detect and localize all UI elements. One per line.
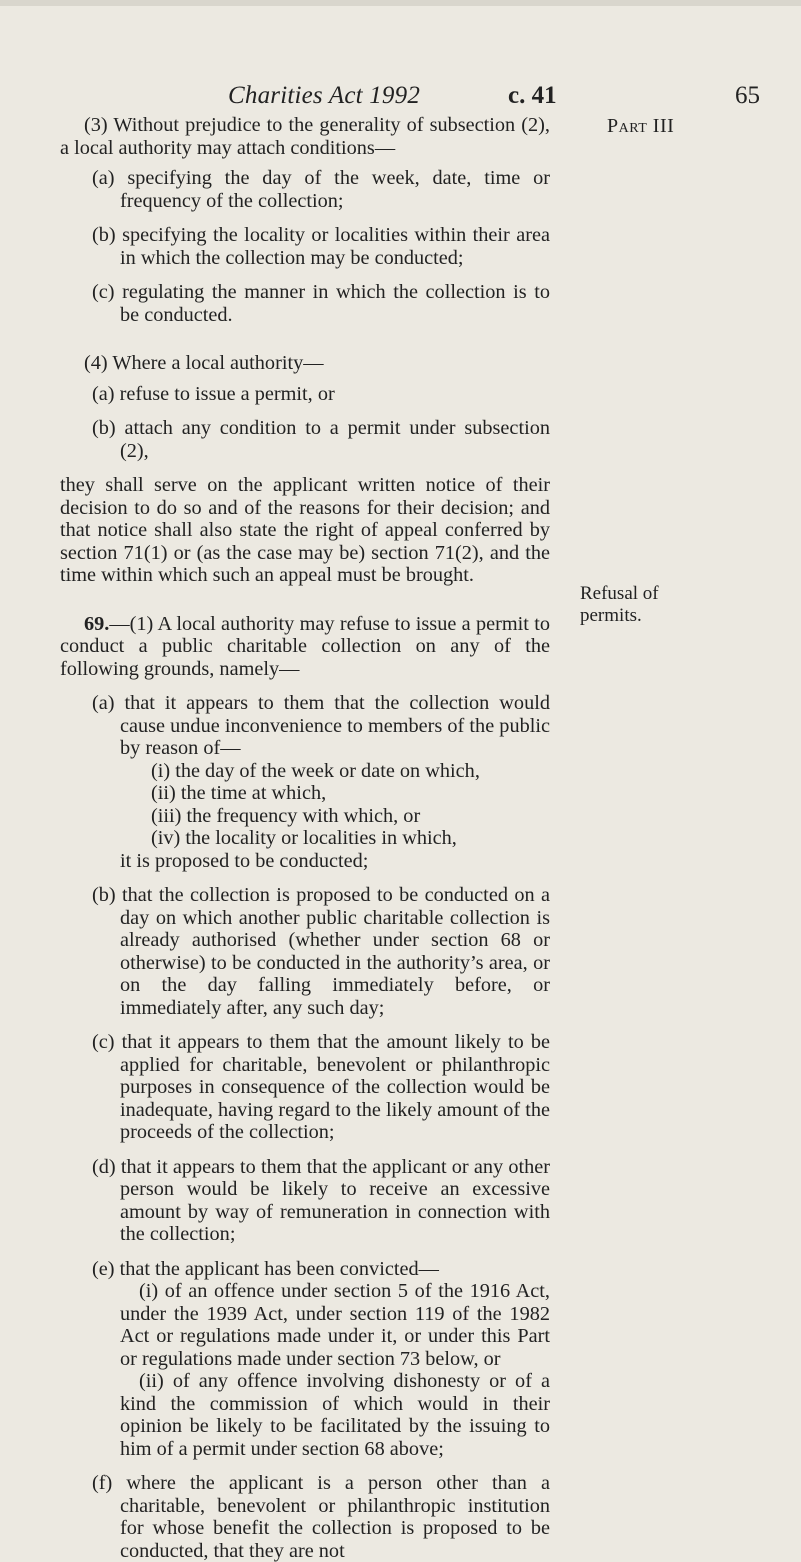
subsection-3-b: (b) specifying the locality or localities within their area in which the collection may be conducted; xyxy=(92,224,550,269)
section-69-a: (a) that it appears to them that the collection would cause undue inconvenience to members of the public by reason of— xyxy=(92,692,550,759)
subsection-3-a: (a) specifying the day of the week, date, time or frequency of the collection; xyxy=(92,167,550,212)
subsection-4-tail: they shall serve on the applicant written notice of their decision to do so and of the reasons for their decision; and that notice shall also state the right of appeal conferred by section 71(1) or (as the case may be) section 71(2), and the time within which such an appeal must be brought. xyxy=(60,474,550,586)
subsection-4-a: (a) refuse to issue a permit, or xyxy=(92,382,335,405)
section-69-e-ii: (ii) of any offence involving dishonesty or of a kind the commission of which would in their opinion be likely to be facilitated by the issuing to him of a permit under section 68 above; xyxy=(120,1370,550,1460)
running-header-title: Charities Act 1992 xyxy=(228,82,421,109)
scan-top-edge xyxy=(0,0,801,6)
subsection-4-intro: (4) Where a local authority— xyxy=(84,352,324,374)
section-69-e: (e) that the applicant has been convicted— xyxy=(92,1257,439,1280)
page-number: 65 xyxy=(735,82,760,109)
subsection-3-intro: (3) Without prejudice to the generality of subsection (2), a local authority may attach conditions— xyxy=(60,114,550,159)
section-69-a-i: (i) the day of the week or date on which, xyxy=(151,759,480,782)
section-69-intro xyxy=(60,613,550,681)
subsection-4-b: (b) attach any condition to a permit under subsection (2), xyxy=(92,417,550,462)
section-69-e-i: (i) of an offence under section 5 of the 1916 Act, under the 1939 Act, under section 119 of the 1982 Act or regulations made under it, or under this Part or regulations made under section 73 below, or xyxy=(120,1280,550,1370)
margin-note-refusal-of-permits: Refusal of permits. xyxy=(580,583,659,626)
section-69-intro-text: —(1) A local authority may refuse to issue a permit to conduct a public charitable collection on any of the following grounds, namely— xyxy=(60,612,550,680)
margin-part-label: Part III xyxy=(607,115,675,137)
section-69-a-ii: (ii) the time at which, xyxy=(151,782,327,804)
section-69-a-tail: it is proposed to be conducted; xyxy=(120,849,369,872)
statute-body xyxy=(60,114,550,1562)
section-69-a-iii: (iii) the frequency with which, or xyxy=(151,804,421,827)
section-69-a-iv: (iv) the locality or localities in which, xyxy=(151,827,457,849)
subsection-3-c: (c) regulating the manner in which the collection is to be conducted. xyxy=(92,281,550,326)
section-69-c: (c) that it appears to them that the amount likely to be applied for charitable, benevolent or philanthropic purposes in consequence of the collection would be inadequate, having regard to the likely amount of the proceeds of the collection; xyxy=(92,1031,550,1143)
section-69-b: (b) that the collection is proposed to be conducted on a day on which another public charitable collection is already authorised (whether under section 68 or otherwise) to be conducted in the authority’s area, or on the day falling immediately before, or immediately after, any such day; xyxy=(92,884,550,1019)
section-69-f: (f) where the applicant is a person other than a charitable, benevolent or philanthropic institution for whose benefit the collection is proposed to be conducted, that they are not xyxy=(92,1472,550,1562)
chapter-number: c. 41 xyxy=(508,82,557,109)
section-69-d: (d) that it appears to them that the applicant or any other person would be likely to receive an excessive amount by way of remuneration in connection with the collection; xyxy=(92,1155,550,1245)
section-69-number: 69. xyxy=(84,612,110,635)
